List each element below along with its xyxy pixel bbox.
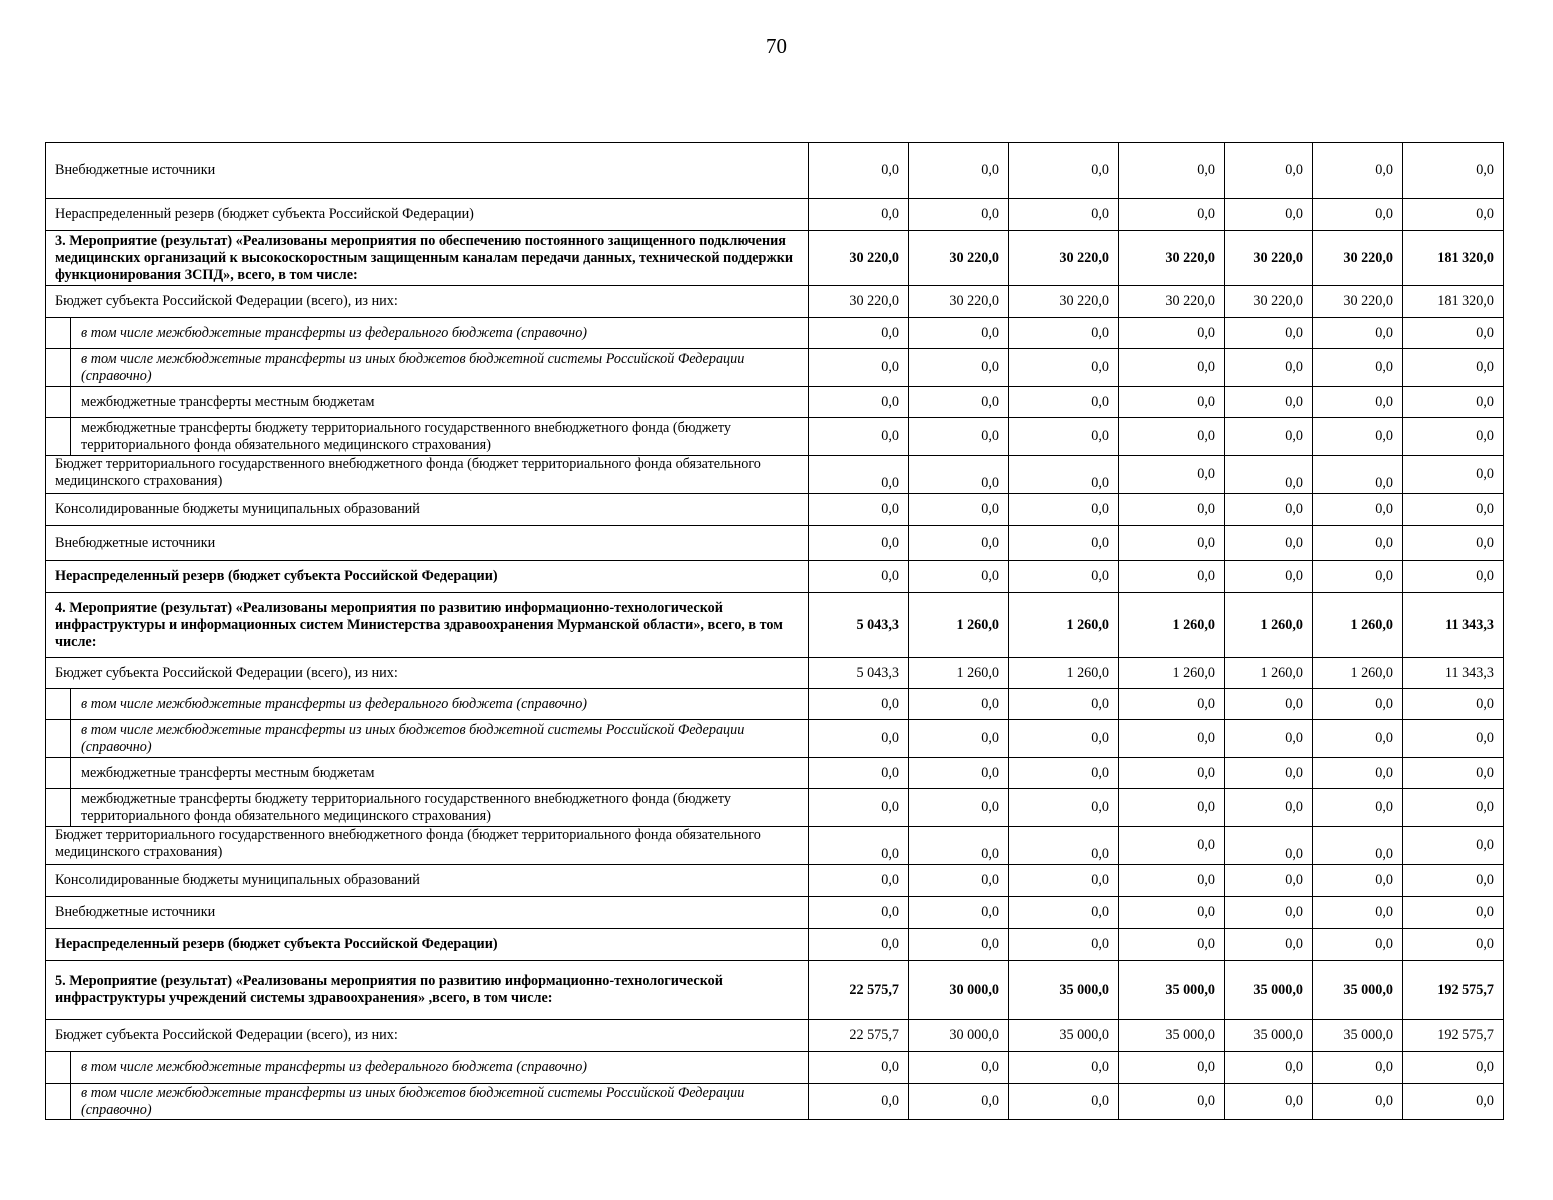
table-row [46,593,1504,658]
value-cell: 30 220,0 [1009,286,1119,318]
value-cell: 35 000,0 [1225,1020,1313,1052]
value-cell: 30 220,0 [809,286,909,318]
value-cell: 30 220,0 [1225,286,1313,318]
value-cell: 0,0 [1313,758,1403,789]
value-cell: 35 000,0 [1313,961,1403,1020]
value-cell: 0,0 [1313,1084,1403,1120]
value-cell: 0,0 [1225,758,1313,789]
value-cell: 0,0 [1009,349,1119,387]
value-cell: 0,0 [1403,526,1504,561]
value-cell: 0,0 [909,689,1009,720]
value-cell: 0,0 [1009,897,1119,929]
value-cell: 0,0 [1009,494,1119,526]
value-cell: 0,0 [1009,929,1119,961]
table-row [46,526,1504,561]
value-cell: 0,0 [909,494,1009,526]
value-cell: 0,0 [1119,1084,1225,1120]
value-cell: 0,0 [1225,1052,1313,1084]
value-cell: 30 220,0 [1313,286,1403,318]
value-cell: 0,0 [1313,689,1403,720]
value-cell: 0,0 [1009,387,1119,418]
table-row [46,1052,1504,1084]
value-cell: 1 260,0 [1119,593,1225,658]
value-cell: 0,0 [1119,318,1225,349]
row-label: Бюджет территориального государственного внебюджетного фонда (бюджет территориального фонда обязательного медицинского страхования) [46,827,809,865]
table-row [46,143,1504,199]
value-cell: 0,0 [1119,1052,1225,1084]
row-label: Внебюджетные источники [46,526,809,561]
row-label: в том числе межбюджетные трансферты из федерального бюджета (справочно) [71,689,809,720]
value-cell: 0,0 [809,789,909,827]
value-cell: 0,0 [1119,827,1225,865]
value-cell: 30 220,0 [1313,231,1403,286]
value-cell: 0,0 [809,865,909,897]
value-cell: 0,0 [809,758,909,789]
row-label: межбюджетные трансферты местным бюджетам [71,387,809,418]
value-cell: 0,0 [1119,720,1225,758]
row-label: Бюджет субъекта Российской Федерации (всего), из них: [46,1020,809,1052]
table-row [46,929,1504,961]
row-label: Консолидированные бюджеты муниципальных образований [46,865,809,897]
value-cell: 0,0 [1403,387,1504,418]
indent-cell [46,689,71,720]
value-cell: 0,0 [1119,387,1225,418]
value-cell: 0,0 [809,143,909,199]
value-cell: 0,0 [1119,494,1225,526]
value-cell: 0,0 [1009,827,1119,865]
value-cell: 0,0 [1225,387,1313,418]
value-cell: 0,0 [1403,865,1504,897]
value-cell: 0,0 [1403,561,1504,593]
value-cell: 0,0 [1313,318,1403,349]
value-cell: 0,0 [1403,929,1504,961]
table-row [46,689,1504,720]
value-cell: 0,0 [1403,897,1504,929]
indent-cell [46,349,71,387]
value-cell: 1 260,0 [1225,593,1313,658]
value-cell: 35 000,0 [1119,1020,1225,1052]
value-cell: 0,0 [809,494,909,526]
value-cell: 0,0 [1009,199,1119,231]
value-cell: 0,0 [1225,689,1313,720]
indent-cell [46,720,71,758]
value-cell: 5 043,3 [809,593,909,658]
value-cell: 192 575,7 [1403,1020,1504,1052]
table-row [46,456,1504,494]
value-cell: 0,0 [909,456,1009,494]
table-row [46,418,1504,456]
table-row [46,758,1504,789]
value-cell: 0,0 [909,1084,1009,1120]
value-cell: 181 320,0 [1403,286,1504,318]
value-cell: 0,0 [909,349,1009,387]
table-row [46,286,1504,318]
indent-cell [46,418,71,456]
indent-cell [46,1052,71,1084]
value-cell: 0,0 [1225,827,1313,865]
value-cell: 0,0 [1009,789,1119,827]
value-cell: 0,0 [909,929,1009,961]
value-cell: 0,0 [1403,1052,1504,1084]
value-cell: 0,0 [1313,1052,1403,1084]
table-row [46,827,1504,865]
value-cell: 0,0 [909,789,1009,827]
page-number: 70 [766,34,787,58]
value-cell: 30 220,0 [909,286,1009,318]
value-cell: 0,0 [1009,318,1119,349]
value-cell: 0,0 [1225,897,1313,929]
value-cell: 0,0 [909,143,1009,199]
value-cell: 0,0 [809,827,909,865]
table-row [46,897,1504,929]
row-label: Нераспределенный резерв (бюджет субъекта Российской Федерации) [46,561,809,593]
row-label: в том числе межбюджетные трансферты из федерального бюджета (справочно) [71,1052,809,1084]
value-cell: 0,0 [809,1084,909,1120]
value-cell: 0,0 [1119,526,1225,561]
table-row [46,318,1504,349]
value-cell: 0,0 [1009,143,1119,199]
value-cell: 22 575,7 [809,1020,909,1052]
value-cell: 0,0 [1313,456,1403,494]
value-cell: 0,0 [809,1052,909,1084]
value-cell: 0,0 [1403,789,1504,827]
value-cell: 0,0 [909,526,1009,561]
value-cell: 1 260,0 [1313,593,1403,658]
value-cell: 0,0 [1119,456,1225,494]
value-cell: 0,0 [1313,789,1403,827]
value-cell: 0,0 [1009,1052,1119,1084]
value-cell: 1 260,0 [1119,658,1225,689]
row-label: Нераспределенный резерв (бюджет субъекта Российской Федерации) [46,199,809,231]
indent-cell [46,387,71,418]
row-label: Консолидированные бюджеты муниципальных образований [46,494,809,526]
value-cell: 5 043,3 [809,658,909,689]
table-row [46,1020,1504,1052]
value-cell: 35 000,0 [1119,961,1225,1020]
value-cell: 0,0 [1009,561,1119,593]
table-row [46,561,1504,593]
value-cell: 0,0 [809,561,909,593]
value-cell: 0,0 [1403,689,1504,720]
value-cell: 0,0 [809,456,909,494]
value-cell: 0,0 [1119,865,1225,897]
row-label: Нераспределенный резерв (бюджет субъекта Российской Федерации) [46,929,809,961]
budget-table [45,142,1504,1120]
row-label: 4. Мероприятие (результат) «Реализованы мероприятия по развитию информационно-технологической инфраструктуры и информационных систем Министерства здравоохранения Мурманской области», всего, в том числе: [46,593,809,658]
value-cell: 0,0 [1225,789,1313,827]
value-cell: 0,0 [909,827,1009,865]
value-cell: 30 220,0 [1225,231,1313,286]
table-row [46,349,1504,387]
value-cell: 0,0 [1225,561,1313,593]
row-label: 3. Мероприятие (результат) «Реализованы мероприятия по обеспечению постоянного защищенного подключения медицинских организаций к высокоскоростным защищенным каналам передачи данных, технической поддержки функционирования ЗСПД», всего, в том числе: [46,231,809,286]
value-cell: 0,0 [1403,143,1504,199]
row-label: Бюджет субъекта Российской Федерации (всего), из них: [46,658,809,689]
value-cell: 0,0 [1313,494,1403,526]
value-cell: 0,0 [1119,199,1225,231]
row-label: межбюджетные трансферты бюджету территориального государственного внебюджетного фонда (бюджету территориального фонда обязательного медицинского страхования) [71,418,809,456]
value-cell: 1 260,0 [1009,593,1119,658]
value-cell: 0,0 [1313,827,1403,865]
value-cell: 0,0 [909,318,1009,349]
value-cell: 0,0 [1119,689,1225,720]
row-label: в том числе межбюджетные трансферты из федерального бюджета (справочно) [71,318,809,349]
value-cell: 22 575,7 [809,961,909,1020]
value-cell: 0,0 [1119,561,1225,593]
value-cell: 0,0 [1403,318,1504,349]
indent-cell [46,758,71,789]
value-cell: 0,0 [909,1052,1009,1084]
value-cell: 0,0 [1119,758,1225,789]
value-cell: 0,0 [809,318,909,349]
value-cell: 0,0 [1225,929,1313,961]
value-cell: 0,0 [1009,1084,1119,1120]
value-cell: 0,0 [1225,456,1313,494]
table-row [46,789,1504,827]
table-row [46,720,1504,758]
row-label: межбюджетные трансферты местным бюджетам [71,758,809,789]
value-cell: 35 000,0 [1009,961,1119,1020]
value-cell: 0,0 [909,758,1009,789]
value-cell: 0,0 [1009,865,1119,897]
value-cell: 0,0 [909,418,1009,456]
value-cell: 30 220,0 [1119,231,1225,286]
table-row [46,231,1504,286]
value-cell: 0,0 [1403,349,1504,387]
value-cell: 0,0 [909,865,1009,897]
value-cell: 0,0 [1009,456,1119,494]
value-cell: 0,0 [1313,720,1403,758]
row-label: 5. Мероприятие (результат) «Реализованы мероприятия по развитию информационно-технологической инфраструктуры учреждений системы здравоохранения» ,всего, в том числе: [46,961,809,1020]
table-row [46,865,1504,897]
value-cell: 0,0 [909,897,1009,929]
table-row [46,387,1504,418]
value-cell: 0,0 [1009,526,1119,561]
value-cell: 0,0 [1225,865,1313,897]
row-label: Внебюджетные источники [46,143,809,199]
value-cell: 0,0 [1403,494,1504,526]
table-row [46,199,1504,231]
indent-cell [46,1084,71,1120]
value-cell: 0,0 [1403,720,1504,758]
value-cell: 35 000,0 [1225,961,1313,1020]
value-cell: 1 260,0 [1009,658,1119,689]
value-cell: 11 343,3 [1403,658,1504,689]
value-cell: 30 220,0 [909,231,1009,286]
value-cell: 1 260,0 [909,593,1009,658]
value-cell: 0,0 [809,199,909,231]
value-cell: 0,0 [1225,349,1313,387]
value-cell: 0,0 [1119,929,1225,961]
indent-cell [46,789,71,827]
table-row [46,658,1504,689]
value-cell: 0,0 [809,418,909,456]
row-label: Внебюджетные источники [46,897,809,929]
value-cell: 30 220,0 [1009,231,1119,286]
value-cell: 0,0 [1313,387,1403,418]
value-cell: 0,0 [809,689,909,720]
value-cell: 0,0 [1225,418,1313,456]
value-cell: 0,0 [1313,199,1403,231]
row-label: в том числе межбюджетные трансферты из иных бюджетов бюджетной системы Российской Федерации (справочно) [71,1084,809,1120]
value-cell: 0,0 [1313,561,1403,593]
value-cell: 0,0 [1225,1084,1313,1120]
value-cell: 0,0 [1225,143,1313,199]
value-cell: 0,0 [1403,418,1504,456]
table-row [46,961,1504,1020]
value-cell: 0,0 [1313,143,1403,199]
value-cell: 1 260,0 [1313,658,1403,689]
value-cell: 0,0 [809,897,909,929]
value-cell: 0,0 [1313,897,1403,929]
value-cell: 0,0 [909,720,1009,758]
value-cell: 0,0 [1225,720,1313,758]
indent-cell [46,318,71,349]
value-cell: 0,0 [1225,494,1313,526]
value-cell: 30 220,0 [1119,286,1225,318]
value-cell: 0,0 [1403,827,1504,865]
value-cell: 0,0 [1313,929,1403,961]
row-label: в том числе межбюджетные трансферты из иных бюджетов бюджетной системы Российской Федерации (справочно) [71,349,809,387]
value-cell: 0,0 [1119,897,1225,929]
value-cell: 1 260,0 [1225,658,1313,689]
value-cell: 30 000,0 [909,961,1009,1020]
value-cell: 0,0 [809,349,909,387]
value-cell: 0,0 [1403,456,1504,494]
value-cell: 0,0 [1313,526,1403,561]
value-cell: 0,0 [1119,789,1225,827]
value-cell: 192 575,7 [1403,961,1504,1020]
table-row [46,1084,1504,1120]
value-cell: 0,0 [1225,318,1313,349]
value-cell: 0,0 [1225,199,1313,231]
value-cell: 0,0 [1119,418,1225,456]
value-cell: 0,0 [809,387,909,418]
value-cell: 30 220,0 [809,231,909,286]
value-cell: 0,0 [1009,418,1119,456]
value-cell: 1 260,0 [909,658,1009,689]
table-row [46,494,1504,526]
value-cell: 0,0 [909,199,1009,231]
value-cell: 0,0 [809,720,909,758]
row-label: межбюджетные трансферты бюджету территориального государственного внебюджетного фонда (бюджету территориального фонда обязательного медицинского страхования) [71,789,809,827]
value-cell: 181 320,0 [1403,231,1504,286]
row-label: Бюджет субъекта Российской Федерации (всего), из них: [46,286,809,318]
value-cell: 0,0 [1009,758,1119,789]
value-cell: 0,0 [1313,418,1403,456]
value-cell: 0,0 [1009,689,1119,720]
value-cell: 0,0 [1403,1084,1504,1120]
value-cell: 11 343,3 [1403,593,1504,658]
row-label: Бюджет территориального государственного внебюджетного фонда (бюджет территориального фонда обязательного медицинского страхования) [46,456,809,494]
value-cell: 0,0 [1313,865,1403,897]
value-cell: 0,0 [809,929,909,961]
value-cell: 0,0 [1225,526,1313,561]
value-cell: 0,0 [909,387,1009,418]
value-cell: 0,0 [1119,349,1225,387]
value-cell: 0,0 [1403,199,1504,231]
value-cell: 0,0 [809,526,909,561]
row-label: в том числе межбюджетные трансферты из иных бюджетов бюджетной системы Российской Федерации (справочно) [71,720,809,758]
value-cell: 0,0 [1313,349,1403,387]
value-cell: 0,0 [1119,143,1225,199]
value-cell: 35 000,0 [1313,1020,1403,1052]
value-cell: 35 000,0 [1009,1020,1119,1052]
value-cell: 30 000,0 [909,1020,1009,1052]
value-cell: 0,0 [1403,758,1504,789]
value-cell: 0,0 [1009,720,1119,758]
value-cell: 0,0 [909,561,1009,593]
